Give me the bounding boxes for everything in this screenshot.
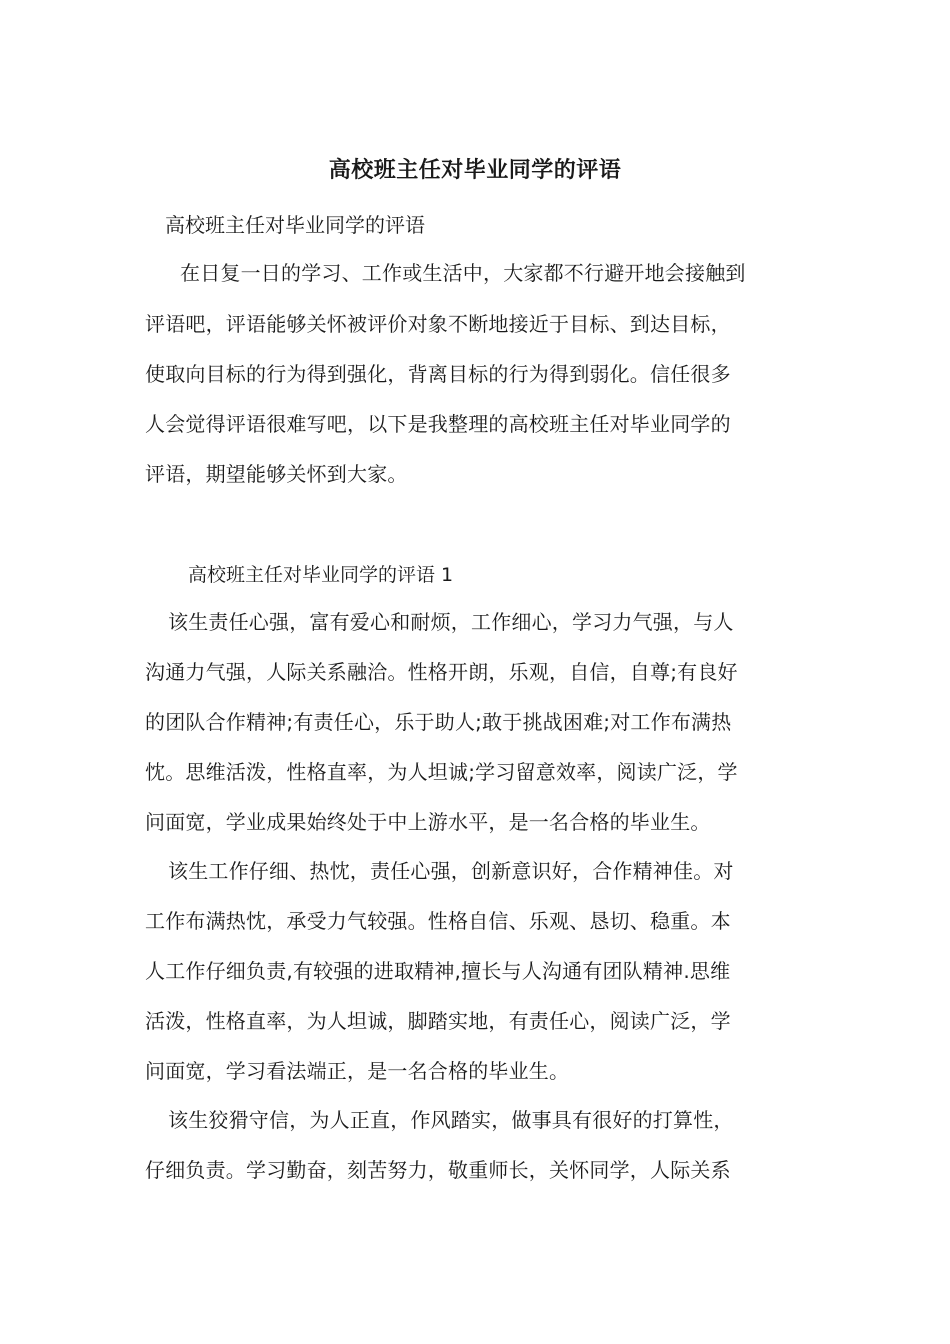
para2-line: 该生工作仔细、热忱，责任心强，创新意识好，合作精神佳。对 xyxy=(168,859,734,883)
para2-line: 问面宽，学习看法端正，是一名合格的毕业生。 xyxy=(145,1059,570,1083)
intro-line: 评语，期望能够关怀到大家。 xyxy=(145,462,408,486)
intro-line: 使取向目标的行为得到强化，背离目标的行为得到弱化。信任很多 xyxy=(145,362,731,386)
para3-line: 仔细负责。学习勤奋，刻苦努力，敬重师长，关怀同学，人际关系 xyxy=(145,1158,731,1182)
document-subtitle: 高校班主任对毕业同学的评语 xyxy=(165,213,425,237)
para1-line: 该生责任心强，富有爱心和耐烦，工作细心，学习力气强，与人 xyxy=(168,610,734,634)
para1-line: 沟通力气强，人际关系融洽。性格开朗，乐观，自信，自尊;有良好 xyxy=(145,660,738,684)
para1-line: 的团队合作精神;有责任心，乐于助人;敢于挑战困难;对工作布满热 xyxy=(145,710,732,734)
para1-line: 问面宽，学业成果始终处于中上游水平，是一名合格的毕业生。 xyxy=(145,810,711,834)
para1-line: 忱。思维活泼，性格直率，为人坦诚;学习留意效率，阅读广泛，学 xyxy=(145,760,738,784)
document-title: 高校班主任对毕业同学的评语 xyxy=(328,158,622,183)
para2-line: 工作布满热忱，承受力气较强。性格自信、乐观、恳切、稳重。本 xyxy=(145,909,731,933)
intro-line: 在日复一日的学习、工作或生活中，大家都不行避开地会接触到 xyxy=(180,261,746,285)
para2-line: 人工作仔细负责,有较强的进取精神,擅长与人沟通有团队精神.思维 xyxy=(145,959,731,983)
intro-line: 评语吧，评语能够关怀被评价对象不断地接近于目标、到达目标， xyxy=(145,312,731,336)
para3-line: 该生狡猾守信，为人正直，作风踏实，做事具有很好的打算性， xyxy=(168,1108,734,1132)
para2-line: 活泼，性格直率，为人坦诚，脚踏实地，有责任心，阅读广泛，学 xyxy=(145,1009,731,1033)
intro-line: 人会觉得评语很难写吧，以下是我整理的高校班主任对毕业同学的 xyxy=(145,412,731,436)
section-heading: 高校班主任对毕业同学的评语 1 xyxy=(188,564,454,586)
